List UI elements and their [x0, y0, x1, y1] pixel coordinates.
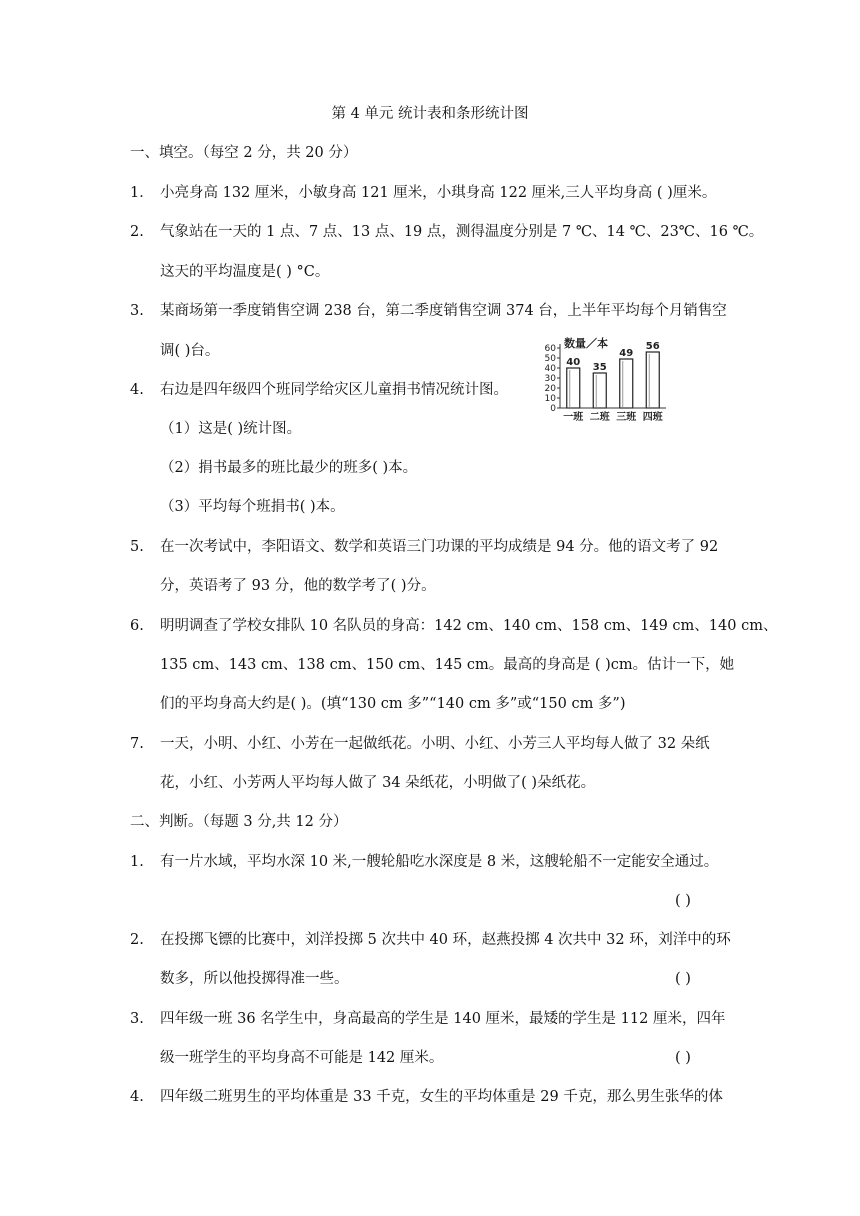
q6-text-line1: 明明调查了学校女排队 10 名队员的身高：142 cm、140 cm、158 cm、149 cm、140 cm、: [160, 618, 778, 634]
q1-number: 1．: [130, 185, 154, 201]
bar-1: [567, 368, 580, 408]
bars: [566, 341, 659, 408]
section1-heading: 一、填空。（每空 2 分，共 20 分）: [130, 145, 358, 161]
q4-sub2: （2）捐书最多的班比最少的班多( )本。: [160, 460, 418, 476]
page-title: 第 4 单元 统计表和条形统计图: [331, 106, 529, 122]
bar-3: [620, 359, 633, 408]
bar-4: [646, 352, 659, 408]
x-category-label: 三班: [616, 412, 637, 423]
y-tick-label: 60: [544, 344, 556, 354]
j3-text-line2: 级一班学生的平均身高不可能是 142 厘米。: [160, 1050, 444, 1066]
x-category-label: 二班: [589, 412, 610, 423]
y-tick-label: 50: [544, 354, 556, 364]
q7-text-line1: 一天，小明、小红、小芳在一起做纸花。小明、小红、小芳三人平均每人做了 32 朵纸: [160, 736, 710, 752]
j1-text: 有一片水域，平均水深 10 米,一艘轮船吃水深度是 8 米，这艘轮船不一定能安全通过。: [160, 854, 719, 870]
bar-2: [593, 373, 606, 408]
book-donation-bar-chart: [538, 334, 670, 424]
y-axis: [545, 344, 560, 414]
q5-text-line1: 在一次考试中，李阳语文、数学和英语三门功课的平均成绩是 94 分。他的语文考了 92: [160, 539, 719, 555]
q4-text: 右边是四年级四个班同学给灾区儿童捐书情况统计图。: [160, 382, 508, 398]
q3-number: 3.: [130, 303, 144, 319]
q2-text-line1: 气象站在一天的 1 点、7 点、13 点、19 点，测得温度分别是 7 ℃、14 ℃、23℃、16 ℃。: [160, 224, 764, 240]
j1-answer-blank[interactable]: ( ): [675, 893, 691, 909]
q7-number: 7.: [130, 736, 144, 752]
q3-text-line1: 某商场第一季度销售空调 238 台，第二季度销售空调 374 台，上半年平均每个月销售空: [160, 303, 727, 319]
bar-value-label: 56: [645, 341, 660, 352]
q7-text-line2: 花，小红、小芳两人平均每人做了 34 朵纸花，小明做了( )朵纸花。: [160, 775, 596, 791]
x-category-label: 一班: [563, 412, 584, 423]
q6-text-line3: 们的平均身高大约是( )。(填“130 cm 多”“140 cm 多”或“150 cm 多”): [160, 696, 626, 712]
q2-number: 2.: [130, 224, 144, 240]
q5-text-line2: 分，英语考了 93 分，他的数学考了( )分。: [160, 578, 436, 594]
q1-text: 小亮身高 132 厘米，小敏身高 121 厘米，小琪身高 122 厘米,三人平均身高 ( )厘米。: [160, 185, 717, 201]
j4-number: 4.: [130, 1089, 144, 1105]
j1-number: 1.: [130, 854, 144, 870]
j3-text-line1: 四年级一班 36 名学生中，身高最高的学生是 140 厘米，最矮的学生是 112 厘米，四年: [160, 1011, 726, 1027]
y-tick-label: 20: [544, 384, 556, 394]
q4-sub3: （3）平均每个班捐书( )本。: [160, 499, 345, 515]
j3-number: 3.: [130, 1011, 144, 1027]
j2-number: 2.: [130, 932, 144, 948]
section2-heading: 二、判断。（每题 3 分,共 12 分）: [130, 814, 348, 830]
y-tick-label: 10: [544, 394, 556, 404]
j3-answer-blank[interactable]: ( ): [675, 1050, 691, 1066]
q4-number: 4.: [130, 382, 144, 398]
j2-text-line1: 在投掷飞镖的比赛中，刘洋投掷 5 次共中 40 环，赵燕投掷 4 次共中 32 环，刘洋中的环: [160, 932, 731, 948]
j2-answer-blank[interactable]: ( ): [675, 971, 691, 987]
q6-text-line2: 135 cm、143 cm、138 cm、150 cm、145 cm。最高的身高是 ( )cm。估计一下，她: [160, 657, 735, 673]
q4-sub1: （1）这是( )统计图。: [160, 421, 302, 437]
j4-text: 四年级二班男生的平均体重是 33 千克，女生的平均体重是 29 千克，那么男生张华的体: [160, 1089, 723, 1105]
y-tick-label: 30: [544, 374, 556, 384]
q2-text-line2: 这天的平均温度是( ) °C。: [160, 264, 330, 280]
y-tick-label: 40: [544, 364, 556, 374]
bar-value-label: 35: [592, 362, 607, 373]
x-category-label: 四班: [642, 412, 663, 423]
q5-number: 5.: [130, 539, 144, 555]
chart-title: 数量／本: [564, 337, 608, 350]
j2-text-line2: 数多，所以他投掷得准一些。: [160, 971, 349, 987]
bar-value-label: 49: [619, 348, 634, 359]
bar-value-label: 40: [566, 357, 581, 368]
x-axis: [560, 408, 666, 423]
q3-text-line2: 调( )台。: [160, 343, 220, 359]
y-tick-label: 0: [550, 404, 556, 414]
q6-number: 6.: [130, 618, 144, 634]
